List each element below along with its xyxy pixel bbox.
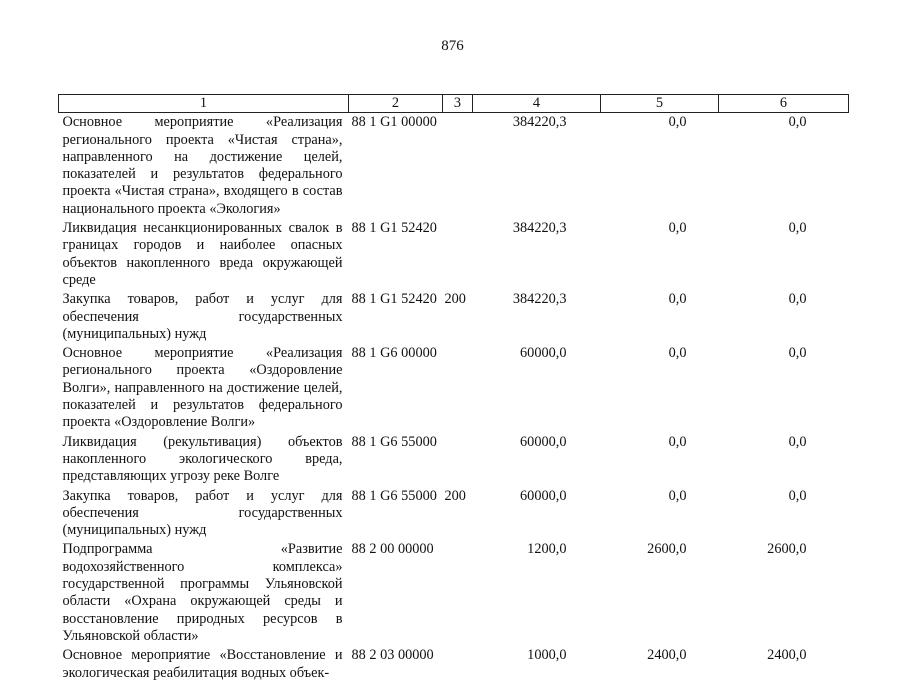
row-vr: [443, 433, 473, 487]
row-vr: [443, 113, 473, 219]
row-value-6: 0,0: [788, 345, 807, 362]
row-name: Ликвидация (рекультивация) объектов накопленного экологического вреда, представляющих угрозу реке Волге: [62, 433, 343, 485]
row-code: 88 2 00 00000: [351, 541, 434, 558]
row-vr: 200: [444, 291, 466, 308]
row-value-5: 2600,0: [647, 541, 687, 558]
row-vr: 200: [444, 487, 466, 504]
row-value-4: 1200,0: [527, 541, 567, 558]
budget-table-container: [58, 94, 848, 683]
row-value-6: 0,0: [788, 114, 807, 131]
table-row: [59, 646, 849, 683]
header-col-2: 2: [349, 95, 443, 113]
header-col-1: 1: [59, 95, 349, 113]
row-value-5: 0,0: [668, 345, 687, 362]
row-value-4: 384220,3: [512, 114, 567, 131]
header-col-4: 4: [473, 95, 601, 113]
header-col-5: 5: [601, 95, 719, 113]
row-value-4: 60000,0: [520, 487, 567, 504]
row-value-5: 0,0: [668, 114, 687, 131]
row-vr: [443, 344, 473, 432]
row-value-6: 0,0: [788, 291, 807, 308]
row-name: Ликвидация несанкционированных свалок в границах городов и наиболее опасных объектов накопленного вреда окружающей среде: [62, 220, 343, 288]
table-row: [59, 433, 849, 487]
row-value-5: 2400,0: [647, 647, 687, 664]
row-value-6: 0,0: [788, 433, 807, 450]
row-code: 88 1 G1 52420: [351, 220, 437, 237]
row-value-6: 2600,0: [767, 541, 807, 558]
page-number: 876: [441, 38, 464, 54]
table-row: [59, 113, 849, 219]
row-value-4: 384220,3: [512, 291, 567, 308]
row-vr: [443, 540, 473, 646]
table-row: [59, 344, 849, 432]
row-value-5: 0,0: [668, 220, 687, 237]
row-value-5: 0,0: [668, 291, 687, 308]
row-code: 88 1 G6 00000: [351, 345, 437, 362]
row-code: 88 1 G1 52420: [351, 291, 437, 308]
row-vr: [443, 219, 473, 290]
row-name: Основное мероприятие «Реализация регионального проекта «Чистая страна», направленного на достижение целей, показателей и результатов федерального проекта «Чистая страна», входящего в состав национального проекта «Экология»: [62, 114, 343, 217]
row-value-4: 60000,0: [520, 345, 567, 362]
row-code: 88 1 G6 55000: [351, 433, 437, 450]
row-value-4: 60000,0: [520, 433, 567, 450]
row-code: 88 1 G6 55000: [351, 487, 437, 504]
row-value-4: 384220,3: [512, 220, 567, 237]
table-row: [59, 540, 849, 646]
row-name: Основное мероприятие «Восстановление и экологическая реабилитация водных объек-: [62, 647, 343, 681]
row-name: Основное мероприятие «Реализация регионального проекта «Оздоровление Волги», направленного на достижение целей, показателей и результатов федерального проекта «Оздоровление Волги»: [62, 345, 343, 431]
row-value-6: 0,0: [788, 487, 807, 504]
row-name: Закупка товаров, работ и услуг для обеспечения государственных (муниципальных) нужд: [62, 291, 343, 342]
row-name: Подпрограмма «Развитие водохозяйственного комплекса» государственной программы Ульяновской области «Охрана окружающей среды и восстановление природных ресурсов в Ульяновской области»: [62, 541, 343, 644]
row-value-5: 0,0: [668, 433, 687, 450]
row-value-6: 0,0: [788, 220, 807, 237]
table-row: [59, 487, 849, 541]
table-row: [59, 290, 849, 344]
row-value-5: 0,0: [668, 487, 687, 504]
row-code: 88 2 03 00000: [351, 647, 434, 664]
table-header-row: [59, 95, 849, 113]
row-code: 88 1 G1 00000: [351, 114, 437, 131]
row-value-6: 2400,0: [767, 647, 807, 664]
table-row: [59, 219, 849, 290]
row-name: Закупка товаров, работ и услуг для обеспечения государственных (муниципальных) нужд: [62, 487, 343, 539]
budget-table: [58, 94, 849, 683]
row-value-4: 1000,0: [527, 647, 567, 664]
row-vr: [443, 646, 473, 683]
header-col-6: 6: [719, 95, 849, 113]
header-col-3: 3: [443, 95, 473, 113]
